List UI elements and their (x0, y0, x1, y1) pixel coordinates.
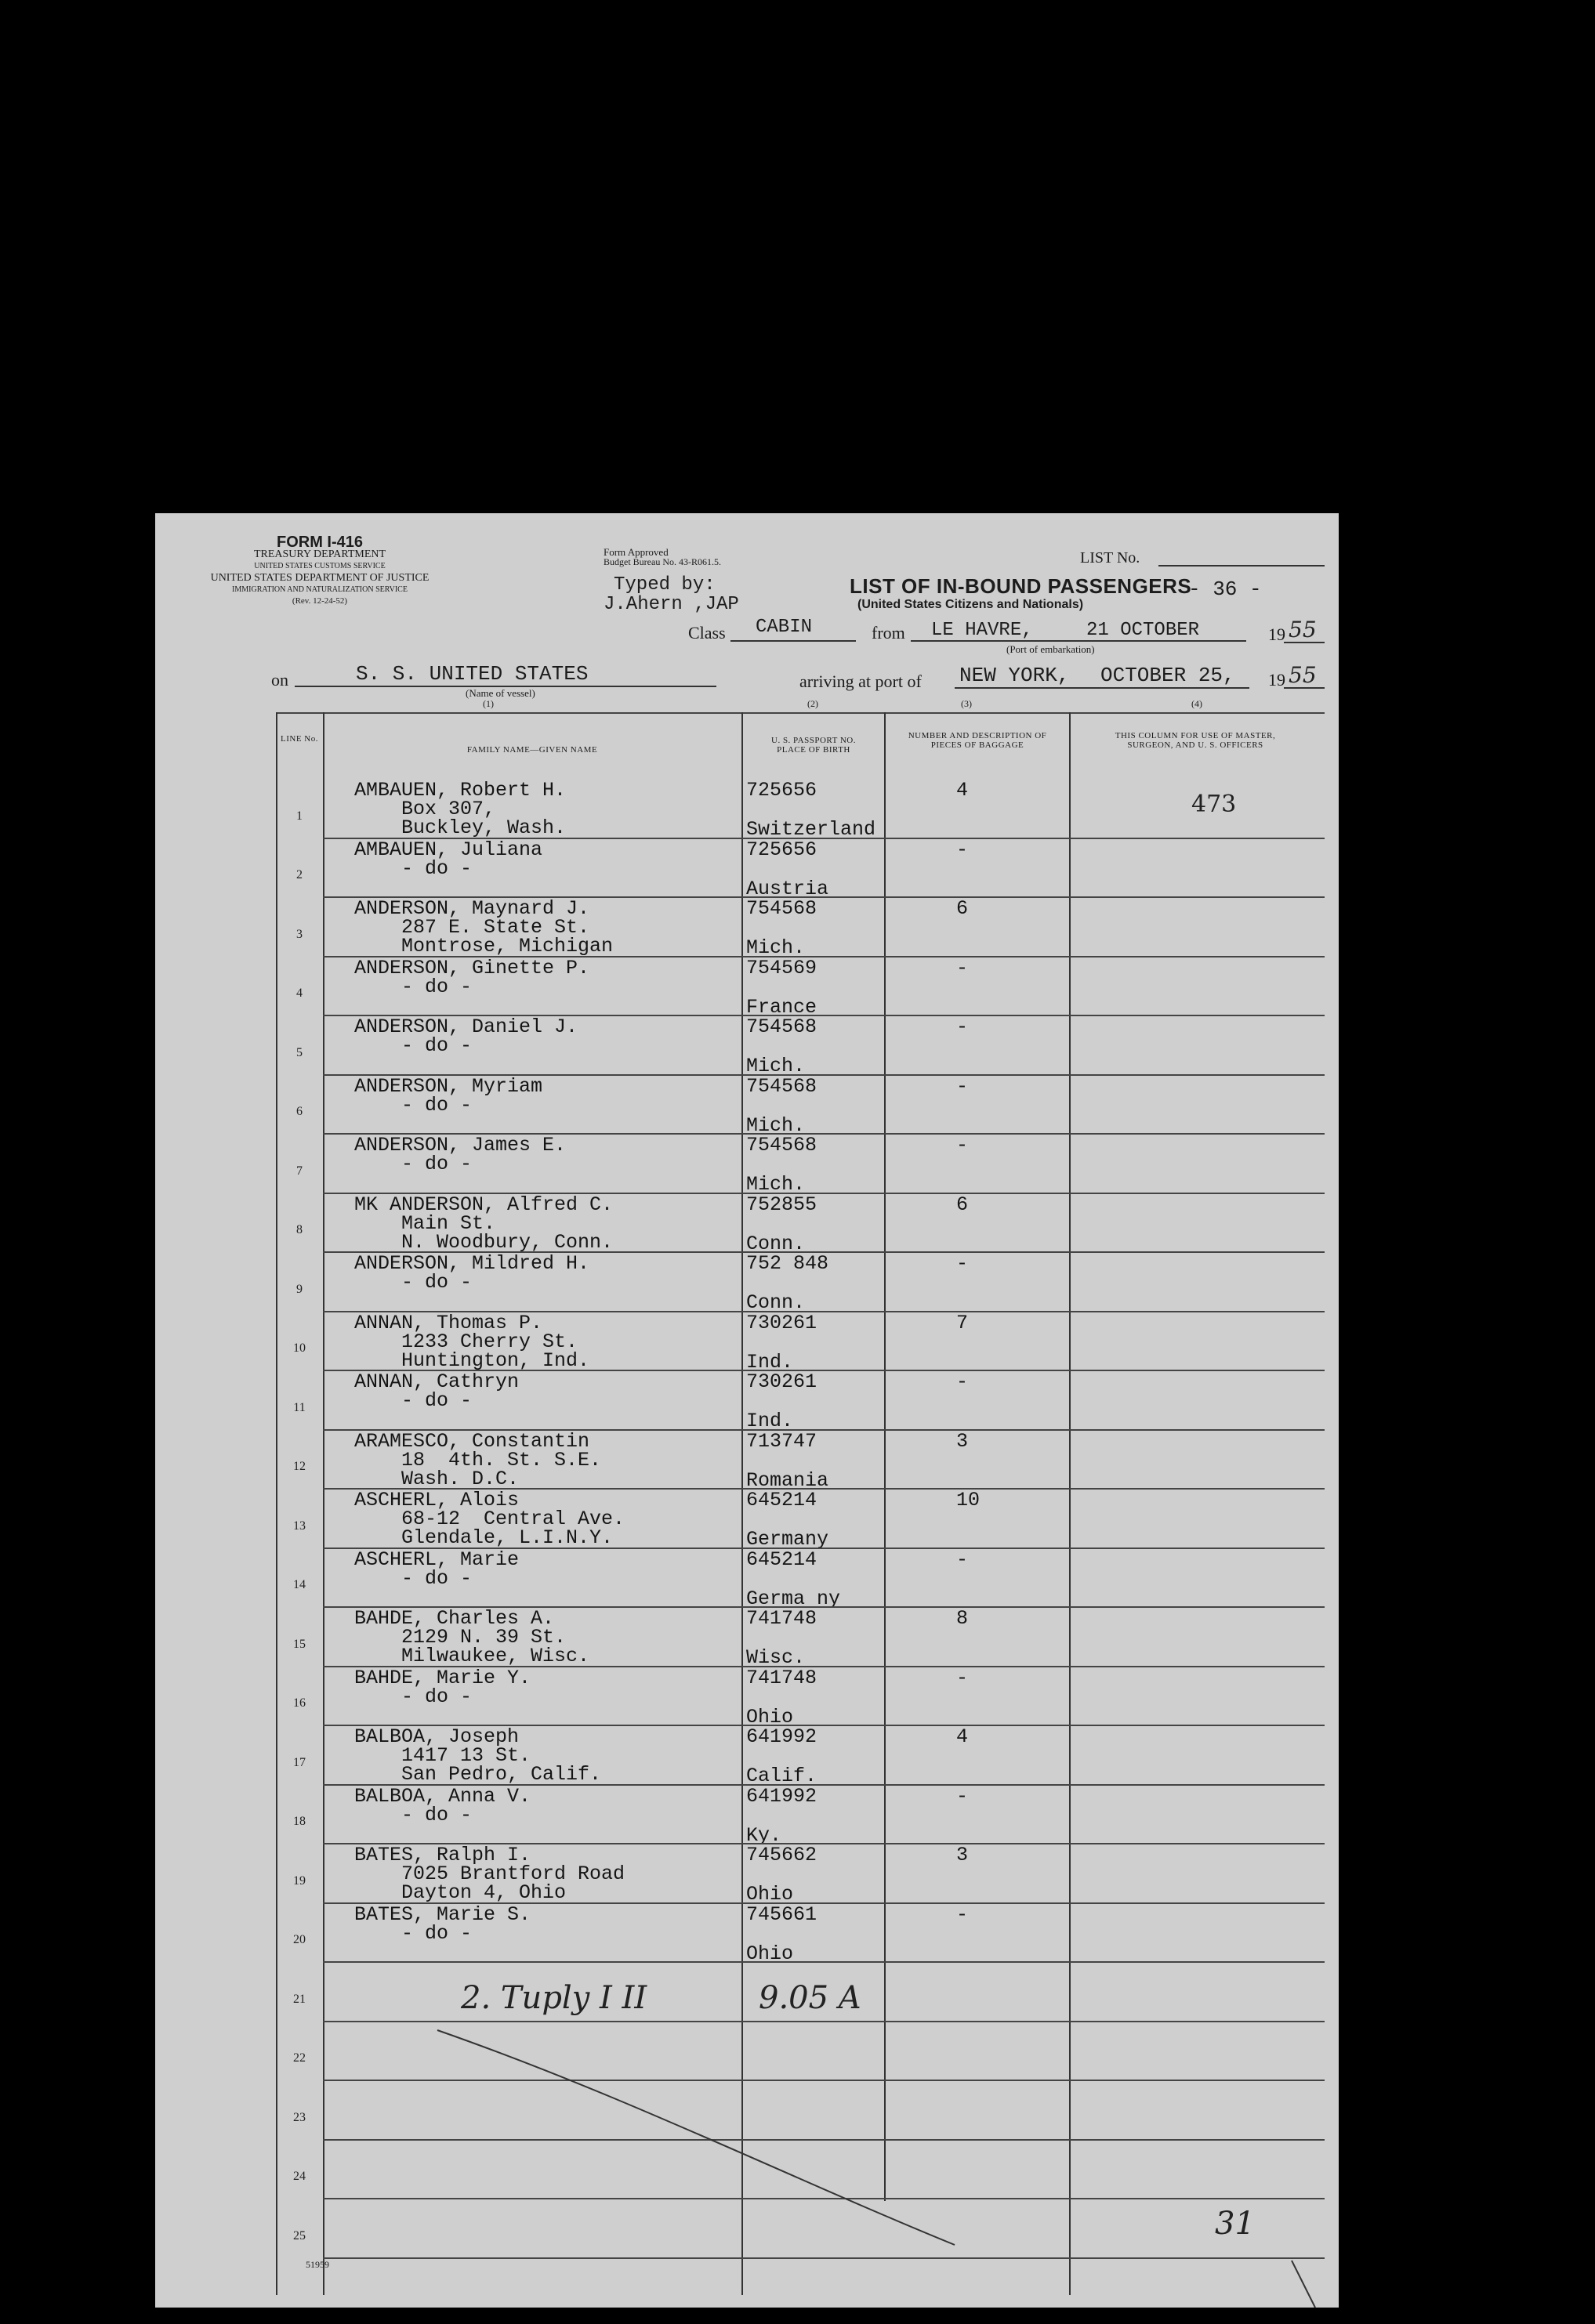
row-line-number: 3 (296, 927, 303, 941)
passenger-name-line: - do - (354, 1803, 473, 1826)
baggage-count: - (956, 1370, 969, 1393)
handwritten-passport-note: 9.05 A (759, 1980, 861, 2016)
place-of-birth: Ky. (746, 1823, 782, 1847)
baggage-count: - (956, 1074, 969, 1098)
manifest-subtitle: (United States Citizens and Nationals) (857, 598, 1084, 611)
passenger-name-line: Glendale, L.I.N.Y. (354, 1526, 614, 1549)
baggage-count: - (956, 956, 969, 979)
passenger-name-line: - do - (354, 1093, 473, 1117)
row-line-number: 23 (293, 2110, 306, 2124)
passenger-name-line: - do - (354, 856, 473, 880)
row-divider (323, 2139, 1325, 2141)
place-of-birth: Conn. (746, 1291, 806, 1314)
port-embark-caption: (Port of embarkation) (1006, 643, 1095, 655)
passenger-name-line: N. Woodbury, Conn. (354, 1230, 614, 1254)
baggage-count: - (956, 1134, 969, 1157)
passport-number: 645214 (746, 1489, 817, 1511)
year-suffix: 55 (1289, 617, 1317, 643)
row-line-number: 24 (293, 2170, 306, 2184)
place-of-birth: Mich. (746, 1055, 806, 1077)
footer-code: 51959 (306, 2259, 329, 2270)
place-of-birth: Austria (746, 877, 829, 900)
row-line-number: 6 (296, 1105, 303, 1119)
vessel-caption: (Name of vessel) (466, 687, 535, 699)
row-divider (323, 2080, 1325, 2081)
baggage-count: 8 (956, 1607, 969, 1630)
passenger-name-line: BALBOA, Joseph (354, 1725, 520, 1748)
place-of-birth: Mich. (746, 1173, 806, 1196)
passport-number: 754568 (746, 1134, 817, 1157)
passenger-name-line: BAHDE, Marie Y. (354, 1666, 531, 1689)
row-divider (323, 2198, 1325, 2199)
corner-mark: 31 (1215, 2206, 1255, 2242)
passenger-name-line: Box 307, (354, 798, 496, 820)
col-head-baggage: NUMBER AND DESCRIPTION OF PIECES OF BAGGAGE (908, 731, 1047, 750)
passenger-name-line: Wash. D.C. (354, 1467, 520, 1490)
place-of-birth: Ohio (746, 1942, 794, 1965)
passenger-name-line: San Pedro, Calif. (354, 1763, 602, 1786)
col2-number: (2) (807, 698, 818, 709)
passenger-name-line: - do - (354, 975, 473, 998)
place-of-birth: Ind. (746, 1410, 794, 1432)
passenger-name-line: ASCHERL, Alois (354, 1489, 520, 1511)
baggage-count: 3 (956, 1844, 969, 1866)
passenger-name-line: AMBAUEN, Juliana (354, 838, 543, 861)
row-line-number: 4 (296, 986, 303, 1001)
row-line-number: 5 (296, 1045, 303, 1059)
baggage-count: 6 (956, 1193, 969, 1216)
passenger-name-line: Main St. (354, 1211, 496, 1235)
row-line-number: 19 (293, 1873, 306, 1888)
passenger-name-line: 7025 Brantford Road (354, 1862, 625, 1885)
port-of-embarkation: LE HAVRE, (931, 620, 1033, 641)
col-head-passport: U. S. PASSPORT NO. PLACE OF BIRTH (771, 736, 856, 755)
place-of-birth: Ohio (746, 1883, 794, 1906)
dept-treasury: TREASURY DEPARTMENT (253, 548, 386, 560)
baggage-count: 6 (956, 897, 969, 920)
passenger-name-line: Buckley, Wash. (354, 816, 567, 839)
passport-number: 725656 (746, 779, 817, 802)
passenger-name-line: 2129 N. 39 St. (354, 1626, 567, 1649)
passport-number: 754569 (746, 956, 817, 979)
row-line-number: 7 (296, 1164, 303, 1178)
typed-by-value: J.Ahern ,JAP (604, 594, 739, 615)
col-head-officers: THIS COLUMN FOR USE OF MASTER, SURGEON, AND U. S. OFFICERS (1115, 731, 1276, 750)
passport-number: 741748 (746, 1666, 817, 1689)
place-of-birth: Switzerland (746, 818, 876, 841)
baggage-count: - (956, 1015, 969, 1038)
passenger-name-line: - do - (354, 1034, 473, 1057)
place-of-birth: Germa ny (746, 1587, 841, 1610)
passport-number: 741748 (746, 1607, 817, 1630)
passport-number: 725656 (746, 838, 817, 861)
dept-customs: UNITED STATES CUSTOMS SERVICE (254, 562, 386, 570)
col-head-name: FAMILY NAME—GIVEN NAME (466, 745, 598, 755)
passenger-name-line: BAHDE, Charles A. (354, 1607, 555, 1630)
page-number: - 36 - (1188, 577, 1262, 601)
passenger-name-line: 287 E. State St. (354, 916, 590, 939)
row-line-number: 16 (293, 1696, 306, 1710)
passport-number: 754568 (746, 897, 817, 920)
form-approved: Form Approved (604, 546, 669, 558)
place-of-birth: Wisc. (746, 1646, 806, 1669)
row-line-number: 14 (293, 1578, 306, 1592)
passenger-name-line: - do - (354, 1685, 473, 1708)
place-of-birth: Mich. (746, 936, 806, 959)
place-of-birth: Conn. (746, 1232, 806, 1255)
row-line-number: 22 (293, 2051, 306, 2065)
passport-number: 641992 (746, 1725, 817, 1748)
baggage-count: 4 (956, 779, 969, 802)
vessel-name: S. S. UNITED STATES (356, 662, 589, 686)
passenger-name-line: AMBAUEN, Robert H. (354, 779, 567, 802)
passenger-name-line: - do - (354, 1389, 473, 1412)
passport-number: 730261 (746, 1311, 817, 1334)
budget-bureau: Budget Bureau No. 43-R061.5. (604, 556, 721, 567)
arrival-year-prefix: 19 (1268, 670, 1285, 690)
passenger-name-line: ANNAN, Cathryn (354, 1370, 520, 1393)
passenger-name-line: 1417 13 St. (354, 1744, 531, 1767)
passenger-name-line: ANDERSON, James E. (354, 1134, 567, 1157)
row-line-number: 20 (293, 1933, 306, 1947)
form-revision: (Rev. 12-24-52) (292, 596, 348, 606)
passenger-name-line: ANDERSON, Myriam (354, 1074, 543, 1098)
passport-number: 745662 (746, 1844, 817, 1866)
passport-number: 745661 (746, 1902, 817, 1926)
arrival-date: OCTOBER 25, (1100, 664, 1235, 687)
col1-number: (1) (483, 698, 494, 709)
passenger-name-line: Montrose, Michigan (354, 935, 614, 957)
passenger-name-line: - do - (354, 1566, 473, 1590)
place-of-birth: Germany (746, 1528, 829, 1551)
passenger-name-line: BALBOA, Anna V. (354, 1784, 531, 1808)
row-line-number: 13 (293, 1519, 306, 1533)
passenger-name-line: BATES, Ralph I. (354, 1844, 531, 1866)
handwritten-name-note: 2. Tuply I II (461, 1980, 647, 2016)
row-line-number: 11 (293, 1400, 306, 1414)
passenger-name-line: - do - (354, 1921, 473, 1945)
passenger-name-line: ANDERSON, Daniel J. (354, 1015, 578, 1038)
baggage-count: - (956, 1548, 969, 1571)
form-number: FORM I-416 (276, 534, 364, 551)
departure-date: 21 OCTOBER (1086, 620, 1200, 641)
col3-number: (3) (961, 698, 972, 709)
year-prefix: 19 (1268, 624, 1285, 644)
passenger-name-line: ANNAN, Thomas P. (354, 1311, 543, 1334)
passenger-name-line: - do - (354, 1271, 473, 1294)
place-of-birth: Romania (746, 1468, 829, 1492)
row-divider (323, 1961, 1325, 1963)
passenger-name-line: 18 4th. St. S.E. (354, 1448, 602, 1472)
passenger-name-line: MK ANDERSON, Alfred C. (354, 1193, 614, 1216)
row-line-number: 10 (293, 1341, 306, 1356)
place-of-birth: Ohio (746, 1705, 794, 1729)
passenger-name-line: 68-12 Central Ave. (354, 1508, 625, 1530)
passenger-name-line: ARAMESCO, Constantin (354, 1429, 590, 1453)
baggage-count: - (956, 838, 969, 861)
passport-number: 752 848 (746, 1252, 829, 1275)
baggage-count: - (956, 1666, 969, 1689)
passenger-name-line: ASCHERL, Marie (354, 1548, 520, 1571)
manifest-title: LIST OF IN-BOUND PASSENGERS (850, 574, 1192, 598)
passenger-manifest-form (155, 513, 1339, 2308)
passenger-name-line: BATES, Marie S. (354, 1902, 531, 1926)
row-line-number: 1 (296, 809, 303, 823)
row-divider (323, 2257, 1325, 2259)
row-line-number: 17 (293, 1755, 306, 1769)
arriving-label: arriving at port of (799, 671, 922, 691)
place-of-birth: Calif. (746, 1765, 817, 1787)
class-label: Class (688, 623, 726, 643)
passenger-name-line: Milwaukee, Wisc. (354, 1645, 590, 1667)
col-head-line: LINE No. (281, 734, 318, 744)
on-label: on (271, 670, 288, 690)
place-of-birth: Ind. (746, 1350, 794, 1374)
row-line-number: 15 (293, 1637, 306, 1651)
passport-number: 713747 (746, 1429, 817, 1453)
class-value: CABIN (756, 617, 813, 638)
baggage-count: 10 (956, 1489, 981, 1511)
baggage-count: - (956, 1252, 969, 1275)
arrival-year-suffix: 55 (1289, 662, 1317, 688)
baggage-count: 7 (956, 1311, 969, 1334)
passport-number: 754568 (746, 1015, 817, 1038)
passport-number: 645214 (746, 1548, 817, 1571)
passenger-name-line: ANDERSON, Mildred H. (354, 1252, 590, 1275)
place-of-birth: Mich. (746, 1113, 806, 1137)
arrival-port: NEW YORK, (959, 664, 1070, 687)
passenger-name-line: Dayton 4, Ohio (354, 1881, 567, 1904)
row-line-number: 12 (293, 1460, 306, 1474)
baggage-count: - (956, 1784, 969, 1808)
passenger-name-line: ANDERSON, Maynard J. (354, 897, 590, 920)
baggage-count: - (956, 1902, 969, 1926)
typed-by-label: Typed by: (614, 574, 716, 595)
passenger-name-line: - do - (354, 1153, 473, 1175)
from-label: from (872, 623, 905, 643)
dept-justice: UNITED STATES DEPARTMENT OF JUSTICE (210, 572, 430, 584)
passport-number: 730261 (746, 1370, 817, 1393)
officer-note: 473 (1191, 791, 1237, 818)
passenger-name-line: ANDERSON, Ginette P. (354, 956, 590, 979)
row-line-number: 8 (296, 1223, 303, 1237)
col4-number: (4) (1191, 698, 1202, 709)
passenger-name-line: Huntington, Ind. (354, 1348, 590, 1372)
row-line-number: 9 (296, 1282, 303, 1296)
passenger-name-line: 1233 Cherry St. (354, 1330, 578, 1353)
passport-number: 752855 (746, 1193, 817, 1216)
baggage-count: 4 (956, 1725, 969, 1748)
row-line-number: 25 (293, 2228, 306, 2243)
row-line-number: 21 (293, 1992, 306, 2006)
row-line-number: 18 (293, 1815, 306, 1829)
row-divider (323, 2021, 1325, 2022)
dept-immigration: IMMIGRATION AND NATURALIZATION SERVICE (232, 585, 408, 594)
form-issuer-block (155, 534, 484, 607)
row-line-number: 2 (296, 868, 303, 882)
place-of-birth: France (746, 995, 817, 1019)
passport-number: 641992 (746, 1784, 817, 1808)
baggage-count: 3 (956, 1429, 969, 1453)
passport-number: 754568 (746, 1074, 817, 1098)
list-number-label: LIST No. (1080, 549, 1140, 567)
